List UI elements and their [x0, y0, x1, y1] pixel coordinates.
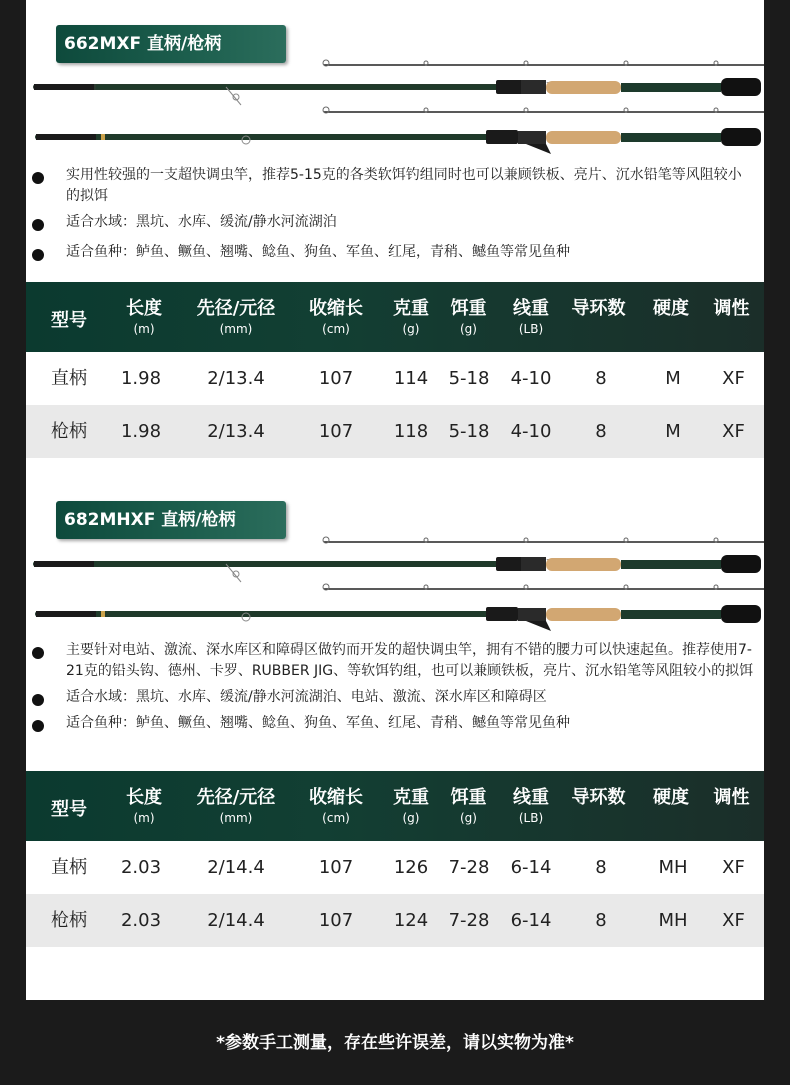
- header-action: 调性: [713, 298, 750, 319]
- spec-table-2: [26, 771, 764, 947]
- header-diameter: 先径/元径 (mm): [196, 298, 276, 336]
- rod-image-1: [26, 50, 764, 170]
- header-length: 长度 (m): [126, 298, 162, 336]
- bullet-dot: [32, 647, 44, 659]
- features-list-2: [26, 640, 764, 734]
- header-guides: 导环数: [571, 298, 626, 319]
- feature-item: 适合水域：黑坑、水库、缓流/静水河流湖泊: [26, 212, 764, 233]
- features-list-1: [26, 165, 764, 263]
- header-model: 型号: [51, 310, 87, 331]
- header-power: 硬度: [653, 787, 689, 808]
- feature-item: 主要针对电站、激流、深水库区和障碍区做钓而开发的超快调虫竿，拥有不错的腰力可以快速起鱼。推荐使用7-21克的铅头钩、德州、卡罗、RUBBER JIG、等软饵钓组，也可以兼顾铁板，亮片、沉水铅笔等风阻较小的拟饵: [26, 640, 764, 682]
- bullet-dot: [32, 694, 44, 706]
- feature-item: 实用性较强的一支超快调虫竿，推荐5-15克的各类软饵钓组同时也可以兼顾铁板、亮片、沉水铅笔等风阻较小的拟饵: [26, 165, 764, 207]
- table-row: 直柄 2.03 2/14.4 107 126 7-28 6-14 8 MH XF: [51, 857, 745, 878]
- table-header: [26, 282, 764, 352]
- feature-item: 适合鱼种：鲈鱼、鳜鱼、翘嘴、鲶鱼、狗鱼、军鱼、红尾、青稍、鳡鱼等常见鱼种: [26, 713, 764, 734]
- table-row: 枪柄 2.03 2/14.4 107 124 7-28 6-14 8 MH XF: [26, 894, 764, 947]
- header-weight: 克重 (g): [393, 787, 429, 825]
- header-power: 硬度: [653, 298, 689, 319]
- header-action: 调性: [713, 787, 750, 808]
- table-header: [26, 771, 764, 841]
- header-diameter: 先径/元径 (mm): [196, 787, 276, 825]
- header-weight: 克重 (g): [393, 298, 429, 336]
- table-row: 直柄 1.98 2/13.4 107 114 5-18 4-10 8 M XF: [51, 368, 745, 389]
- table-row: 枪柄 1.98 2/13.4 107 118 5-18 4-10 8 M XF: [26, 405, 764, 458]
- spec-table-1: [26, 282, 764, 458]
- header-guides: 导环数: [571, 787, 626, 808]
- header-lure-weight: 饵重 (g): [450, 787, 487, 825]
- header-lure-weight: 饵重 (g): [450, 298, 487, 336]
- feature-item: 适合鱼种：鲈鱼、鳜鱼、翘嘴、鲶鱼、狗鱼、军鱼、红尾，青稍、鳡鱼等常见鱼种: [26, 242, 764, 263]
- header-line-weight: 线重 (LB): [513, 787, 549, 825]
- model-tag-2: 682MHXF 直柄/枪柄: [56, 501, 286, 539]
- bullet-dot: [32, 249, 44, 261]
- header-model: 型号: [51, 799, 87, 820]
- feature-item: 适合水域：黑坑、水库、缓流/静水河流湖泊、电站、激流、深水库区和障碍区: [26, 687, 764, 708]
- model-tag-1: 662MXF 直柄/枪柄: [56, 25, 286, 63]
- bullet-dot: [32, 219, 44, 231]
- rod-image-2: [26, 527, 764, 647]
- disclaimer-note: *参数手工测量，存在些许误差，请以实物为准*: [216, 1033, 574, 1053]
- spec-card: [26, 0, 764, 1000]
- header-closed-length: 收缩长 (cm): [309, 298, 363, 336]
- header-closed-length: 收缩长 (cm): [309, 787, 363, 825]
- bullet-dot: [32, 720, 44, 732]
- header-line-weight: 线重 (LB): [513, 298, 549, 336]
- header-length: 长度 (m): [126, 787, 162, 825]
- bullet-dot: [32, 172, 44, 184]
